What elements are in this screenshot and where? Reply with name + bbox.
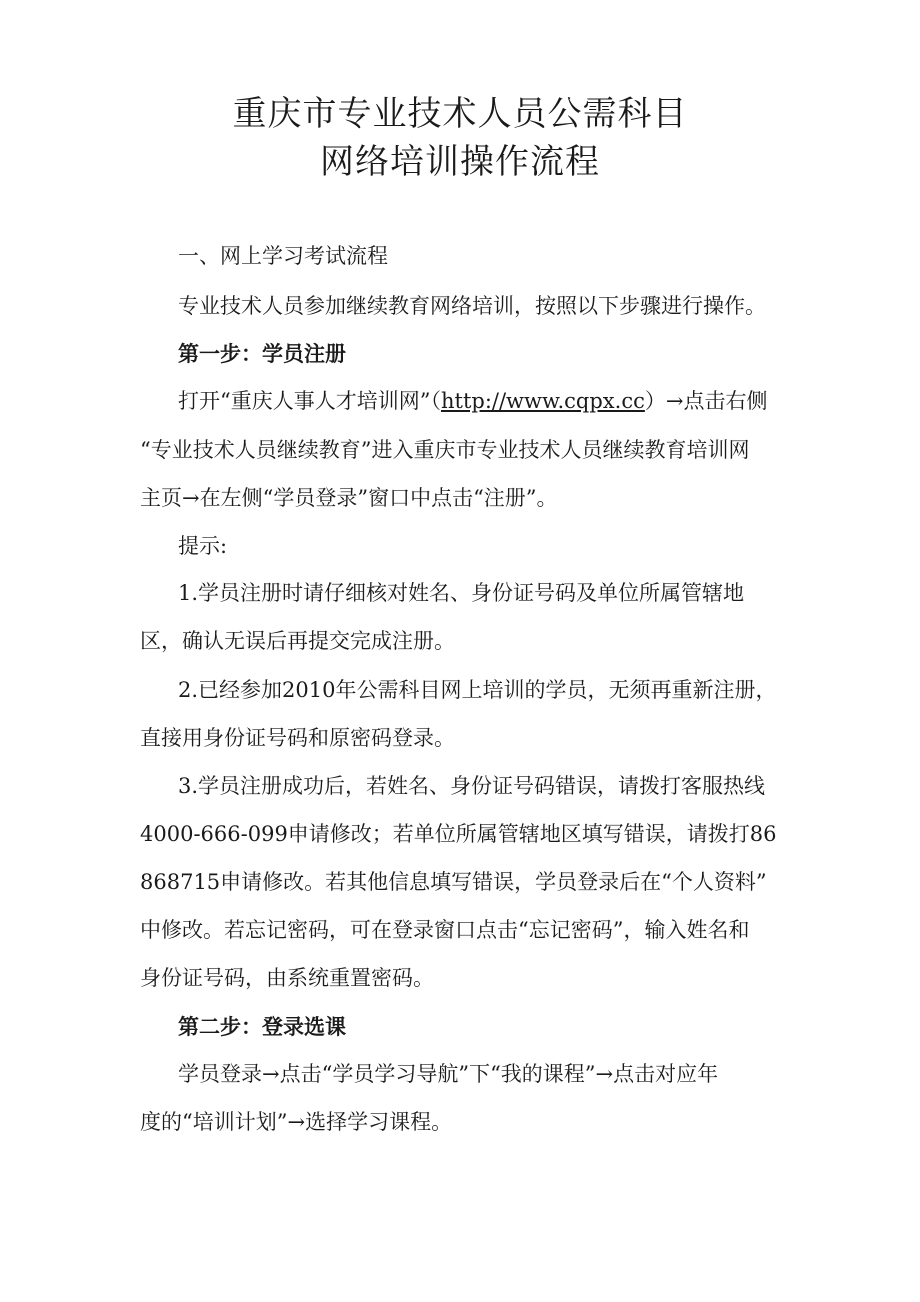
step1-paragraph-line2: “专业技术人员继续教育”进入重庆市专业技术人员继续教育培训网: [140, 438, 750, 462]
tip3-line5: 身份证号码，由系统重置密码。: [140, 966, 434, 990]
tip2-line2: 直接用身份证号码和原密码登录。: [140, 726, 455, 750]
section-intro: 专业技术人员参加继续教育网络培训，按照以下步骤进行操作。: [178, 294, 766, 318]
step1-paragraph-line1: [178, 385, 767, 415]
step2-paragraph-line2: 度的“培训计划”→选择学习课程。: [140, 1110, 453, 1134]
site-link[interactable]: http://www.cqpx.cc: [440, 389, 645, 413]
tip3-line4: 中修改。若忘记密码，可在登录窗口点击“忘记密码”，输入姓名和: [140, 918, 750, 942]
step1-text-post: ）→点击右侧: [644, 389, 768, 413]
tip-label: 提示:: [178, 534, 228, 558]
tip1-line1: 1.学员注册时请仔细核对姓名、身份证号码及单位所属管辖地: [178, 581, 745, 605]
step1-paragraph-line3: 主页→在左侧“学员登录”窗口中点击“注册”。: [140, 486, 558, 510]
tip3-line1: 3.学员注册成功后，若姓名、身份证号码错误，请拨打客服热线: [178, 774, 766, 798]
step1-text-pre: 打开“重庆人事人才培训网”（: [178, 389, 441, 413]
tip3-line2: 4000-666-099申请修改；若单位所属管辖地区填写错误，请拨打86: [140, 822, 777, 846]
tip2-line1: 2.已经参加2010年公需科目网上培训的学员，无须再重新注册，: [178, 678, 777, 702]
document-title-line2: 网络培训操作流程: [320, 142, 600, 182]
tip1-line2: 区，确认无误后再提交完成注册。: [140, 629, 455, 653]
step2-paragraph-line1: 学员登录→点击“学员学习导航”下“我的课程”→点击对应年: [178, 1062, 719, 1086]
document-title-line1: 重庆市专业技术人员公需科目: [232, 94, 688, 134]
tip3-line3: 868715申请修改。若其他信息填写错误，学员登录后在“个人资料”: [140, 870, 767, 894]
step2-heading: 第二步：登录选课: [178, 1015, 346, 1039]
section-heading: 一、网上学习考试流程: [178, 244, 388, 268]
step1-heading: 第一步：学员注册: [178, 342, 346, 366]
